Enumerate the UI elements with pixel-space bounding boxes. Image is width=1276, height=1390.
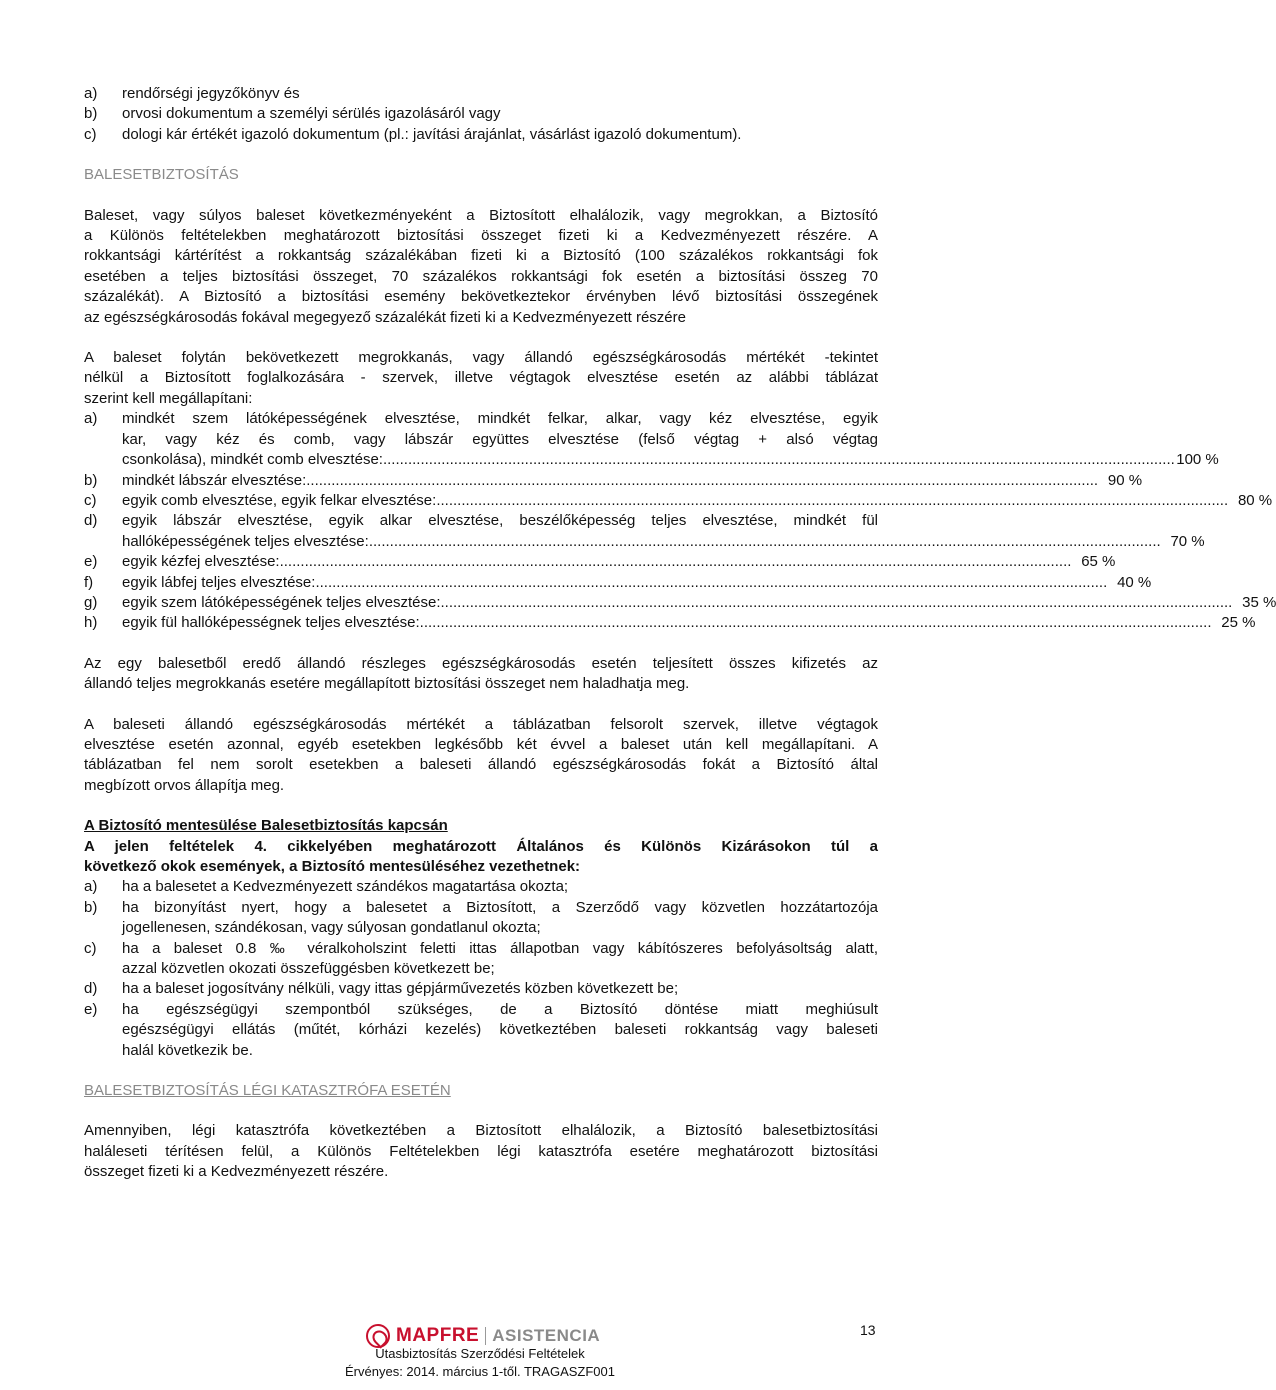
item-label: f) [84, 573, 94, 591]
text-line: rokkantsági kártérítést a rokkantság százalékában fizeti ki a Biztosító (100 százalékos rokkantsági fok [84, 247, 878, 265]
dot-leader [369, 532, 1161, 552]
item-label: d) [84, 980, 98, 998]
text-line: az egészségkárosodás fokával megegyező százalékát fizeti ki a Kedvezményezett részére [84, 308, 686, 326]
list-item [84, 898, 878, 918]
exemption-list [84, 877, 878, 1061]
percentage-value: 100 % [1176, 451, 1219, 469]
text-line: haláleseti térítésen felül, a Különös Feltételekben légi katasztrófa esetére meghatározott biztosítási [84, 1142, 878, 1160]
mapfre-logo-icon [366, 1324, 390, 1348]
table-row [84, 552, 1116, 572]
text-line: azzal közvetlen okozati összefüggésben következett be; [122, 960, 495, 978]
text-line: jogellenesen, szándékosan, vagy súlyosan gondatlanul okozta; [122, 919, 541, 937]
paragraph-1 [84, 206, 878, 328]
text-line: halál következik be. [122, 1041, 253, 1059]
logo-brand-text: MAPFRE [396, 1325, 480, 1346]
item-label: c) [84, 125, 97, 143]
section-heading-exemption: A Biztosító mentesülése Balesetbiztosítás kapcsán [84, 817, 448, 835]
dot-leader [383, 450, 1175, 470]
text-line: szerint kell megállapítani: [84, 389, 253, 407]
paragraph-3 [84, 654, 878, 695]
item-label: a) [84, 878, 98, 896]
item-label: b) [84, 898, 98, 916]
item-text: hallóképességének teljes elvesztése: [122, 532, 369, 550]
dot-leader [306, 471, 1098, 491]
table-row [84, 450, 1219, 470]
text-line: Baleset, vagy súlyos baleset következményeként a Biztosított elhalálozik, vagy megrokkan, a Biztosító [84, 206, 878, 224]
percentage-value: 65 % [1081, 553, 1116, 571]
text-line: százalékát). A Biztosító a biztosítási esemény bekövetkeztekor érvényben lévő biztosítási összegének [84, 288, 878, 306]
item-label: d) [84, 512, 98, 530]
paragraph-2 [84, 348, 878, 409]
logo-divider [485, 1327, 486, 1345]
text-line: esetében a teljes biztosítási összeget, 70 százalékos rokkantsági fok esetén a biztosítási összeg 70 [84, 267, 878, 285]
item-text: ha a balesetet a Kedvezményezett szándékos magatartása okozta; [122, 878, 569, 896]
percentage-value: 40 % [1117, 573, 1152, 591]
item-text: ha a baleset 0.8 ‰ véralkoholszint feletti ittas állapotban vagy kábítószeres befolyásoltság alatt, [122, 939, 878, 957]
text-line: A jelen feltételek 4. cikkelyében meghatározott Általános és Különös Kizárásokon túl a [84, 837, 878, 855]
dot-leader [280, 552, 1072, 572]
item-label: c) [84, 491, 97, 509]
item-label: a) [84, 410, 98, 428]
list-item [84, 979, 878, 999]
dot-leader [315, 573, 1107, 593]
item-label: e) [84, 553, 98, 571]
text-line: egészségügyi ellátás (műtét, kórházi kezelés) következtében baleseti rokkantság vagy baleseti [122, 1021, 878, 1039]
item-text: rendőrségi jegyzőkönyv és [122, 85, 300, 102]
footer-validity: Érvényes: 2014. március 1-től. TRAGASZF001 [345, 1364, 615, 1379]
text-line: elvesztése esetén azonnal, egyéb esetekben legkésőbb két évvel a baleset után kell megállapítani. A [84, 735, 878, 753]
item-text: ha bizonyítást nyert, hogy a balesetet a Biztosított, a Szerződő vagy közvetlen hozzátartozója [122, 898, 878, 916]
table-row [84, 593, 1276, 613]
item-label: a) [84, 85, 98, 102]
text-line: összeget fizeti ki a Kedvezményezett részére. [84, 1163, 389, 1181]
dot-leader [420, 613, 1212, 633]
table-row [84, 491, 1273, 511]
table-row [84, 409, 878, 429]
percentage-value: 80 % [1237, 491, 1273, 509]
section-heading-air-disaster: BALESETBIZTOSÍTÁS LÉGI KATASZTRÓFA ESETÉN [84, 1082, 451, 1100]
section-heading-balesetbiztositas: BALESETBIZTOSÍTÁS [84, 166, 239, 184]
table-row [84, 573, 1152, 593]
item-text: dologi kár értékét igazoló dokumentum (pl.: javítási árajánlat, vásárlást igazoló dokumentum). [122, 125, 742, 143]
item-text: ha a baleset jogosítvány nélküli, vagy ittas gépjárművezetés közben következett be; [122, 980, 679, 998]
item-text: egyik fül hallóképességnek teljes elvesztése: [122, 614, 420, 632]
item-text: csonkolása), mindkét comb elvesztése: [122, 451, 383, 469]
dot-leader [436, 491, 1228, 511]
logo-sub-text: ASISTENCIA [492, 1326, 601, 1345]
text-line: nélkül a Biztosított foglalkozására - szervek, illetve végtagok elvesztése esetén az alábbi táblázat [84, 369, 878, 387]
item-text: orvosi dokumentum a személyi sérülés igazolásáról vagy [122, 105, 501, 123]
percentage-value: 35 % [1242, 593, 1276, 611]
text-line: megbízott orvos állapítja meg. [84, 776, 285, 794]
percentage-value: 90 % [1107, 471, 1143, 489]
item-label: b) [84, 471, 98, 489]
item-text: egyik comb elvesztése, egyik felkar elvesztése: [122, 491, 437, 509]
list-item [84, 877, 878, 897]
item-text: egyik kézfej elvesztése: [122, 553, 280, 571]
text-line: A baleseti állandó egészségkárosodás mértékét a táblázatban felsorolt szervek, illetve végtagok [84, 715, 878, 733]
list-item [84, 104, 878, 124]
table-row [84, 613, 1256, 633]
disability-table [84, 409, 1276, 633]
item-text: egyik szem látóképességének teljes elvesztése: [122, 593, 441, 611]
text-line: állandó teljes megrokkanás esetére megállapított biztosítási összeget nem haladhatja meg. [84, 675, 690, 693]
text-line: táblázatban fel nem sorolt esetekben a baleseti állandó egészségkárosodás fokát a Biztosító által [84, 756, 878, 774]
item-text: ha egészségügyi szempontból szükséges, de a Biztosító döntése miatt meghiúsult [122, 1000, 878, 1018]
item-text: egyik lábszár elvesztése, egyik alkar elvesztése, beszélőképesség teljes elvesztése, mindkét fül [122, 512, 878, 530]
document-body [84, 84, 1276, 1183]
list-item [84, 939, 878, 959]
dot-leader [441, 593, 1233, 613]
paragraph-4 [84, 715, 878, 797]
table-row [84, 471, 1143, 491]
percentage-value: 25 % [1221, 614, 1256, 632]
paragraph-air-disaster [84, 1121, 878, 1182]
item-text: egyik lábfej teljes elvesztése: [122, 573, 316, 591]
text-line: Az egy balesetből eredő állandó részleges egészségkárosodás esetén teljesített összes kifizetés az [84, 654, 878, 672]
item-label: c) [84, 939, 97, 957]
item-label: b) [84, 105, 98, 123]
table-row [84, 511, 878, 531]
table-row [84, 532, 1205, 552]
list-item [84, 125, 878, 145]
item-text: mindkét lábszár elvesztése: [122, 471, 307, 489]
item-label: h) [84, 614, 98, 632]
item-label: e) [84, 1000, 98, 1018]
item-text: mindkét szem látóképességének elvesztése, mindkét felkar, alkar, vagy kéz elvesztése, egyik [122, 410, 878, 428]
footer-title: Utasbiztosítás Szerződési Feltételek [375, 1346, 585, 1361]
text-line: A baleset folytán bekövetkezett megrokkanás, vagy állandó egészségkárosodás mértékét -tekintet [84, 349, 878, 367]
list-item [84, 84, 878, 104]
text-line: a Különös feltételekben meghatározott biztosítási összeget fizeti ki a Kedvezményezett részére. A [84, 227, 878, 245]
item-label: g) [84, 593, 98, 611]
list-item [84, 1000, 878, 1020]
text-line: következő okok események, a Biztosító mentesüléséhez vezethetnek: [84, 858, 581, 875]
page-number: 13 [860, 1322, 876, 1338]
percentage-value: 70 % [1170, 532, 1205, 550]
text-line: Amennyiben, légi katasztrófa következtében a Biztosított elhalálozik, a Biztosító balesetbiztosítási [84, 1122, 878, 1140]
text-line: kar, vagy kéz és comb, vagy lábszár együttes elvesztése (felső végtag + alsó végtag [122, 430, 878, 448]
top-list [84, 84, 878, 145]
